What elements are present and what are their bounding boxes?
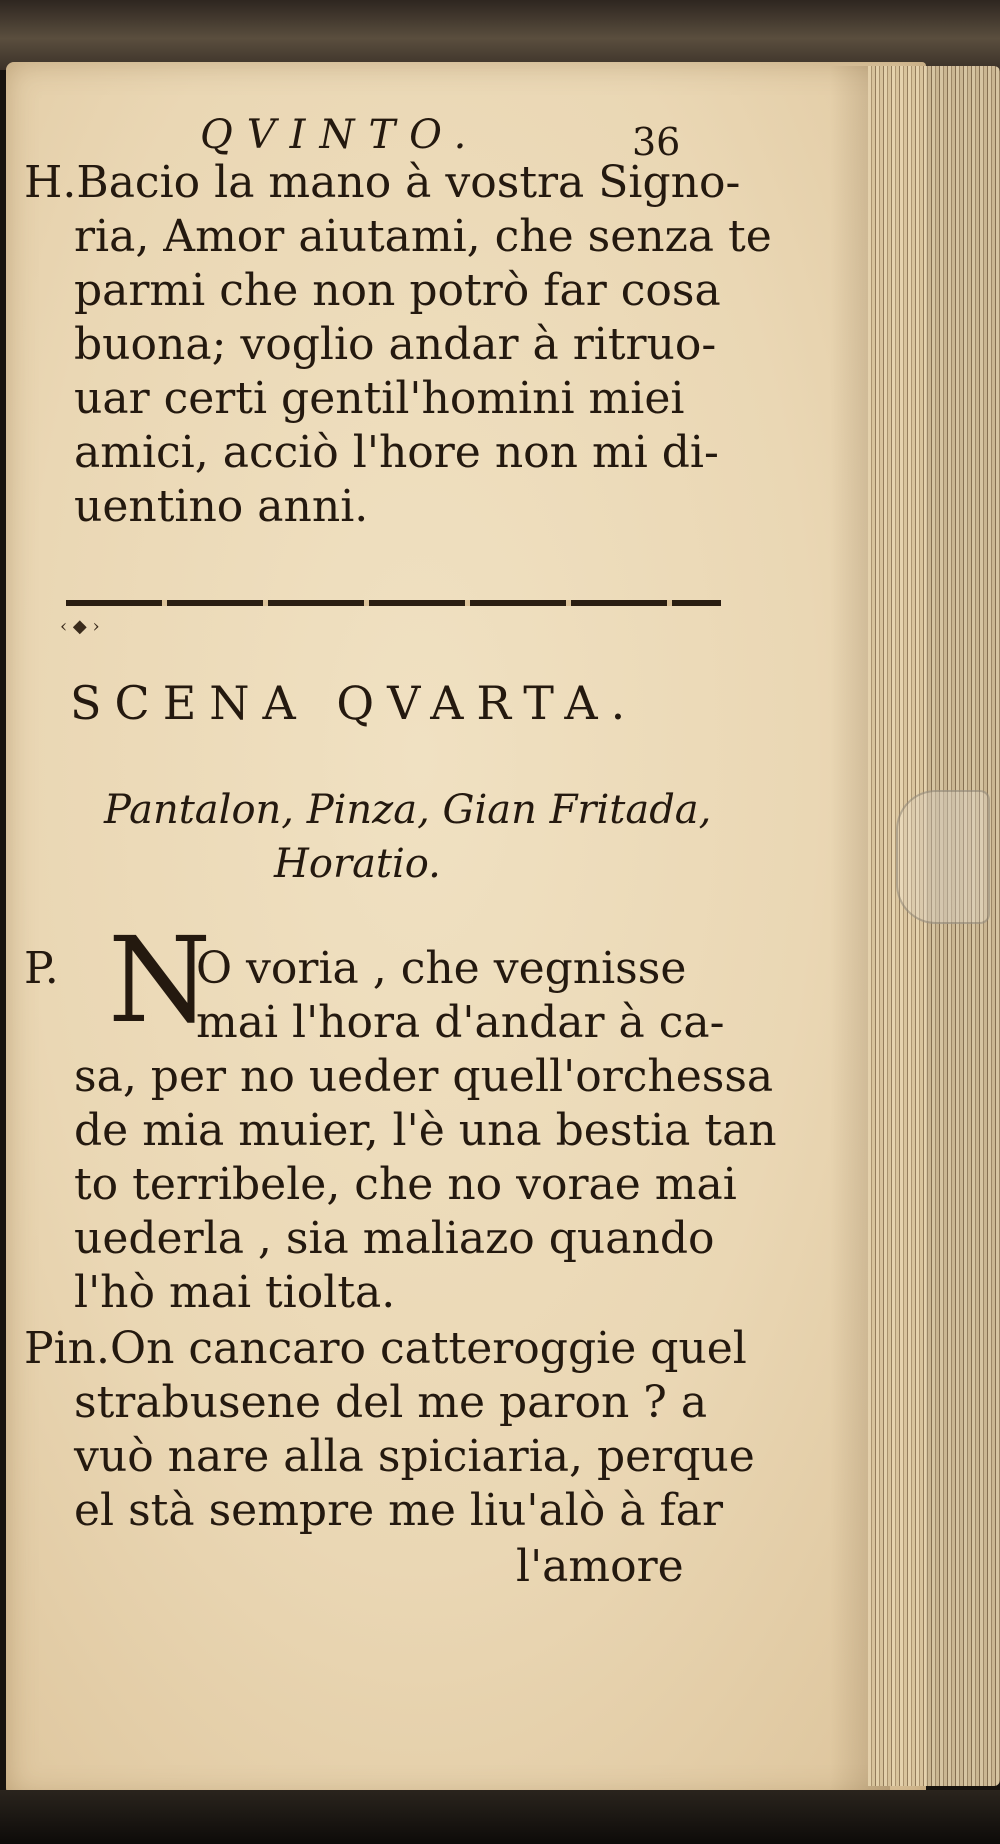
text-line: de mia muier, l'è una bestia tan — [74, 1105, 777, 1156]
text-line: Pin.On cancaro catteroggie quel — [24, 1323, 747, 1374]
text-line: to terribele, che no vorae mai — [74, 1159, 737, 1210]
page-number: 36 — [632, 120, 681, 164]
text-line: parmi che non potrò far cosa — [74, 265, 721, 316]
character-list-line: Pantalon, Pinza, Gian Fritada, — [104, 787, 712, 833]
section-rule — [66, 600, 721, 606]
text-line: amici, acciò l'hore non mi di- — [74, 427, 719, 478]
running-title: QVINTO. — [200, 112, 481, 158]
drop-cap: N — [108, 911, 212, 1049]
text-line: uentino anni. — [74, 481, 369, 532]
text-line: buona; voglio andar à ritruo- — [74, 319, 717, 370]
text-line: vuò nare alla spiciaria, perque — [74, 1431, 755, 1482]
book-edge-top — [0, 0, 1000, 70]
page-fore-edge — [868, 66, 1000, 1786]
text-line: uar certi gentil'homini miei — [74, 373, 685, 424]
book-edge-bottom — [0, 1790, 1000, 1844]
text-line: strabusene del me paron ? a — [74, 1377, 708, 1428]
text-line: O voria , che vegnisse — [196, 943, 687, 994]
text-line: el stà sempre me liu'alò à far — [74, 1485, 724, 1536]
speaker-label: P. — [24, 943, 59, 994]
text-line: l'hò mai tiolta. — [74, 1267, 396, 1318]
text-line: uederla , sia maliazo quando — [74, 1213, 715, 1264]
rule-ornament: ‹ ◆ › — [60, 616, 100, 637]
character-list-line: Horatio. — [274, 841, 441, 887]
text-line: H.Bacio la mano à vostra Signo- — [24, 157, 741, 208]
catchword: l'amore — [516, 1541, 684, 1592]
text-line: mai l'hora d'andar à ca- — [196, 997, 725, 1048]
text-line: sa, per no ueder quell'orchessa — [74, 1051, 774, 1102]
text-line: ria, Amor aiutami, che senza te — [74, 211, 772, 262]
scene-heading: SCENA QVARTA. — [70, 676, 639, 730]
